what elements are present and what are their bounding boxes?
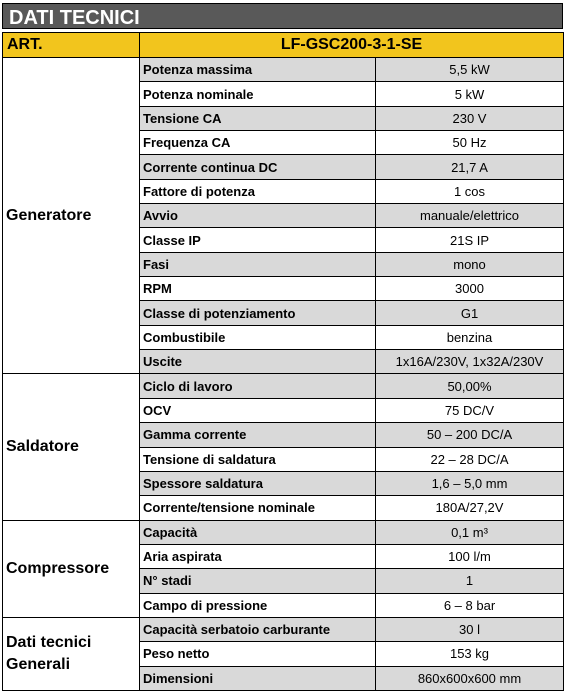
spec-value: 180A/27,2V [376,496,564,520]
spec-label: Classe di potenziamento [140,301,376,325]
spec-value: manuale/elettrico [376,204,564,228]
spec-value: 50 – 200 DC/A [376,423,564,447]
spec-label: Dimensioni [140,666,376,690]
spec-value: 5 kW [376,82,564,106]
spec-label: Fasi [140,252,376,276]
spec-value: 1 cos [376,179,564,203]
spec-label: Classe IP [140,228,376,252]
spec-label: Capacità [140,520,376,544]
spec-label: Gamma corrente [140,423,376,447]
spec-value: G1 [376,301,564,325]
spec-row [3,520,564,544]
spec-value: 100 l/m [376,544,564,568]
spec-table-body [3,33,564,691]
spec-value: 230 V [376,106,564,130]
spec-label: OCV [140,398,376,422]
spec-value: 50,00% [376,374,564,398]
spec-label: Potenza massima [140,58,376,82]
spec-value: 22 – 28 DC/A [376,447,564,471]
model-code: LF-GSC200-3-1-SE [140,33,564,58]
spec-label: Frequenza CA [140,131,376,155]
group-label: Saldatore [3,374,140,520]
spec-value: mono [376,252,564,276]
spec-row [3,617,564,641]
spec-value: 5,5 kW [376,58,564,82]
spec-label: Uscite [140,350,376,374]
spec-label: Fattore di potenza [140,179,376,203]
spec-value: 860x600x600 mm [376,666,564,690]
spec-value: 21S IP [376,228,564,252]
spec-label: Tensione di saldatura [140,447,376,471]
spec-label: Corrente continua DC [140,155,376,179]
spec-value: 50 Hz [376,131,564,155]
spec-label: Potenza nominale [140,82,376,106]
spec-label: Capacità serbatoio carburante [140,617,376,641]
group-label: Compressore [3,520,140,617]
art-label: ART. [3,33,140,58]
spec-value: 3000 [376,277,564,301]
spec-value: 153 kg [376,642,564,666]
spec-label: Aria aspirata [140,544,376,568]
spec-label: Avvio [140,204,376,228]
spec-value: benzina [376,325,564,349]
spec-label: Campo di pressione [140,593,376,617]
spec-label: Combustibile [140,325,376,349]
spec-label: Tensione CA [140,106,376,130]
spec-value: 6 – 8 bar [376,593,564,617]
spec-value: 30 l [376,617,564,641]
spec-label: Peso netto [140,642,376,666]
header-row [3,33,564,58]
page-title: DATI TECNICI [2,3,563,29]
spec-table [2,32,564,691]
spec-label: Ciclo di lavoro [140,374,376,398]
spec-value: 75 DC/V [376,398,564,422]
spec-value: 21,7 A [376,155,564,179]
spec-value: 0,1 m³ [376,520,564,544]
spec-label: Corrente/tensione nominale [140,496,376,520]
spec-value: 1 [376,569,564,593]
spec-value: 1,6 – 5,0 mm [376,471,564,495]
group-label: Generatore [3,58,140,374]
spec-row [3,374,564,398]
spec-label: N° stadi [140,569,376,593]
group-label: Dati tecnici Generali [3,617,140,690]
spec-label: Spessore saldatura [140,471,376,495]
spec-row [3,58,564,82]
spec-label: RPM [140,277,376,301]
spec-value: 1x16A/230V, 1x32A/230V [376,350,564,374]
